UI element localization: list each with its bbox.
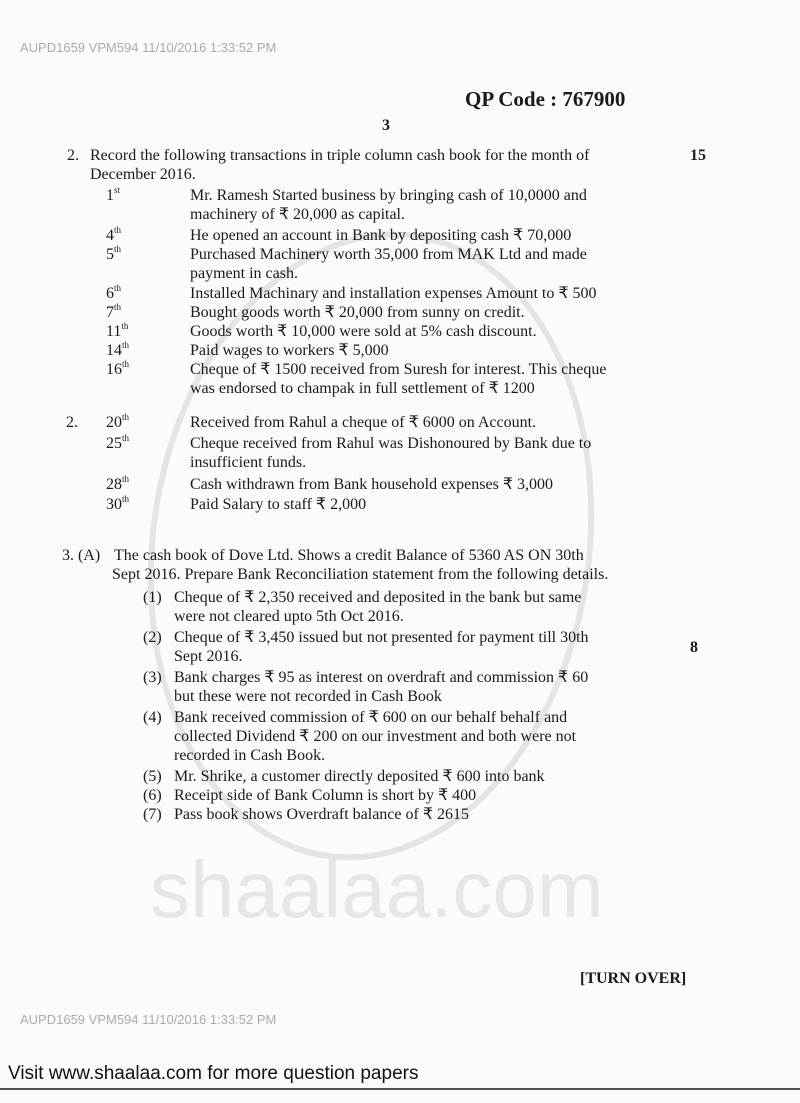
transaction-text: Cheque of ₹ 1500 received from Suresh for interest. This cheque xyxy=(190,361,607,378)
footer-link[interactable]: Visit www.shaalaa.com for more question papers xyxy=(8,1063,419,1084)
day-number: 25 xyxy=(106,435,122,452)
transaction-date xyxy=(106,321,129,340)
day-suffix: th xyxy=(122,412,130,422)
item-number: (2) xyxy=(143,629,162,646)
page-number: 3 xyxy=(382,117,390,134)
day-suffix: th xyxy=(122,359,130,369)
day-number: 14 xyxy=(106,342,122,359)
qp-code: QP Code : 767900 xyxy=(465,87,626,111)
item-text: Bank received commission of ₹ 600 on our behalf behalf and xyxy=(174,709,568,726)
item-text: recorded in Cash Book. xyxy=(174,747,326,764)
item-number: (6) xyxy=(143,787,162,804)
transaction-text: Purchased Machinery worth 35,000 from MAK Ltd and made xyxy=(190,246,587,263)
day-suffix: th xyxy=(114,283,122,293)
transaction-text: He opened an account in Bank by depositing cash ₹ 70,000 xyxy=(190,227,572,244)
footer-divider xyxy=(0,1088,800,1090)
transaction-text: Mr. Ramesh Started business by bringing cash of 10,0000 and xyxy=(190,187,587,204)
day-suffix: th xyxy=(114,302,122,312)
day-number: 7 xyxy=(106,304,114,321)
day-suffix: th xyxy=(121,321,129,331)
question-number: 2. xyxy=(66,414,78,431)
transaction-date xyxy=(106,283,122,302)
item-text: Pass book shows Overdraft balance of ₹ 2615 xyxy=(174,806,470,823)
item-number: (7) xyxy=(143,806,162,823)
transaction-text: Paid wages to workers ₹ 5,000 xyxy=(190,342,389,359)
item-text: Receipt side of Bank Column is short by ₹ 400 xyxy=(174,787,477,804)
item-text: but these were not recorded in Cash Book xyxy=(174,688,442,705)
day-suffix: th xyxy=(122,340,130,350)
transaction-date xyxy=(106,185,121,204)
transaction-text: was endorsed to champak in full settlement of ₹ 1200 xyxy=(190,380,535,397)
day-number: 20 xyxy=(106,414,122,431)
transaction-date xyxy=(106,340,130,359)
question-number: 2. xyxy=(67,147,79,164)
transaction-text: Paid Salary to staff ₹ 2,000 xyxy=(190,496,367,513)
question-text: The cash book of Dove Ltd. Shows a credit Balance of 5360 AS ON 30th xyxy=(114,547,584,564)
day-number: 6 xyxy=(106,285,114,302)
transaction-text: Installed Machinary and installation expenses Amount to ₹ 500 xyxy=(190,285,597,302)
transaction-date xyxy=(106,474,130,493)
day-number: 1 xyxy=(106,187,114,204)
serial-stamp: AUPD1659 VPM594 11/10/2016 1:33:52 PM xyxy=(20,1012,277,1027)
question-text: December 2016. xyxy=(90,166,196,183)
day-number: 30 xyxy=(106,496,122,513)
transaction-date xyxy=(106,302,122,321)
day-suffix: st xyxy=(114,185,121,195)
day-suffix: th xyxy=(114,244,122,254)
item-text: were not cleared upto 5th Oct 2016. xyxy=(174,608,404,625)
question-text: Record the following transactions in triple column cash book for the month of xyxy=(90,147,590,164)
marks: 8 xyxy=(690,639,698,656)
transaction-date xyxy=(106,412,130,431)
item-text: Cheque of ₹ 3,450 issued but not presented for payment till 30th xyxy=(174,629,589,646)
day-suffix: th xyxy=(114,225,122,235)
day-number: 4 xyxy=(106,227,114,244)
marks: 15 xyxy=(690,147,706,164)
transaction-date xyxy=(106,494,130,513)
transaction-text: Cheque received from Rahul was Dishonoured by Bank due to xyxy=(190,435,592,452)
item-text: Sept 2016. xyxy=(174,648,243,665)
question-text: Sept 2016. Prepare Bank Reconciliation statement from the following details. xyxy=(112,566,609,583)
day-number: 28 xyxy=(106,476,122,493)
item-number: (4) xyxy=(143,709,162,726)
item-text: Bank charges ₹ 95 as interest on overdraft and commission ₹ 60 xyxy=(174,669,589,686)
transaction-text: Bought goods worth ₹ 20,000 from sunny on credit. xyxy=(190,304,525,321)
item-text: Mr. Shrike, a customer directly deposited ₹ 600 into bank xyxy=(174,768,545,785)
transaction-text: Cash withdrawn from Bank household expenses ₹ 3,000 xyxy=(190,476,554,493)
day-suffix: th xyxy=(122,494,130,504)
item-text: collected Dividend ₹ 200 on our investment and both were not xyxy=(174,728,577,745)
transaction-text: Goods worth ₹ 10,000 were sold at 5% cash discount. xyxy=(190,323,537,340)
turn-over-note: [TURN OVER] xyxy=(580,970,687,987)
item-text: Cheque of ₹ 2,350 received and deposited in the bank but same xyxy=(174,589,582,606)
transaction-date xyxy=(106,244,122,263)
serial-stamp: AUPD1659 VPM594 11/10/2016 1:33:52 PM xyxy=(20,40,277,55)
item-number: (3) xyxy=(143,669,162,686)
transaction-date xyxy=(106,225,122,244)
item-number: (5) xyxy=(143,768,162,785)
day-number: 5 xyxy=(106,246,114,263)
transaction-text: machinery of ₹ 20,000 as capital. xyxy=(190,206,405,223)
day-suffix: th xyxy=(122,433,130,443)
transaction-text: insufficient funds. xyxy=(190,454,307,471)
transaction-text: payment in cash. xyxy=(190,265,298,282)
transaction-date xyxy=(106,359,130,378)
item-number: (1) xyxy=(143,589,162,606)
transaction-text: Received from Rahul a cheque of ₹ 6000 on Account. xyxy=(190,414,537,431)
day-number: 16 xyxy=(106,361,122,378)
watermark-logo: shaalaa.com xyxy=(150,845,604,934)
transaction-date xyxy=(106,433,130,452)
day-number: 11 xyxy=(106,323,122,340)
day-suffix: th xyxy=(122,474,130,484)
question-number: 3. (A) xyxy=(62,547,101,564)
